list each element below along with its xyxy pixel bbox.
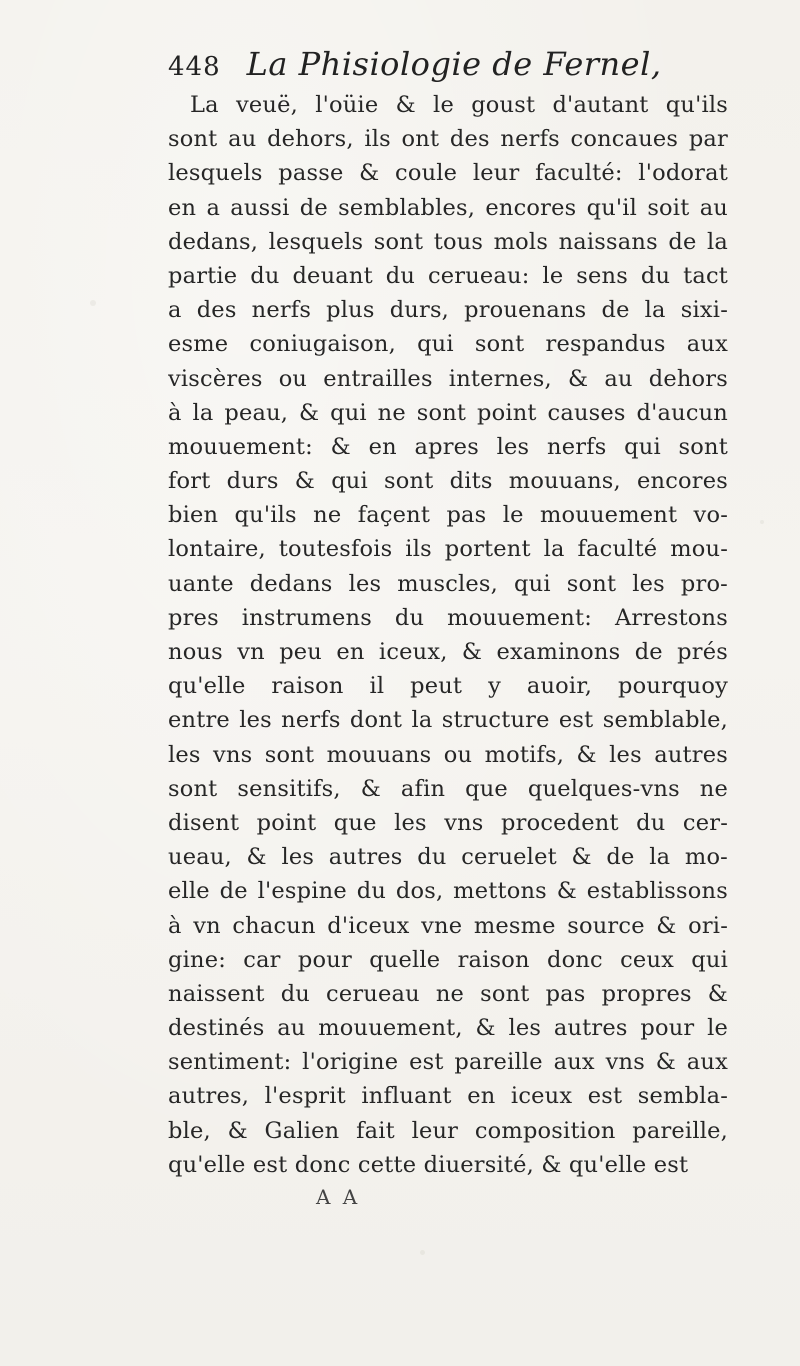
running-title: La Phisiologie de Fernel, (246, 45, 662, 83)
running-head (168, 40, 728, 88)
text-line: ueau, & les autres du ceruelet & de la mo- (168, 844, 728, 871)
text-line: en a aussi de semblables, encores qu'il soit au (168, 194, 728, 221)
paper-speck (90, 300, 96, 306)
text-line: gine: car pour quelle raison donc ceux qui (168, 946, 728, 973)
text-line: uante dedans les muscles, qui sont les pro- (168, 570, 728, 597)
text-line: fort durs & qui sont dits mouuans, encores (168, 468, 728, 495)
text-line: à vn chacun d'iceux vne mesme source & ori- (168, 912, 728, 939)
text-block (168, 40, 728, 1216)
text-line: autres, l'esprit influant en iceux est sembla- (168, 1083, 728, 1110)
text-line: entre les nerfs dont la structure est semblable, (168, 707, 728, 734)
text-line: sont sensitifs, & afin que quelques-vns ne (168, 775, 728, 802)
text-line: dedans, lesquels sont tous mols naissans de la (168, 228, 728, 255)
signature-mark: A A (316, 1185, 361, 1209)
text-line: a des nerfs plus durs, prouenans de la sixi- (168, 297, 728, 324)
text-line: disent point que les vns procedent du cer- (168, 809, 728, 836)
text-line: sentiment: l'origine est pareille aux vns & aux (168, 1049, 728, 1076)
text-line: elle de l'espine du dos, mettons & establissons (168, 878, 728, 905)
page-number: 448 (168, 52, 221, 82)
text-line: ble, & Galien fait leur composition pareille, (168, 1117, 728, 1144)
text-line: qu'elle raison il peut y auoir, pourquoy (168, 673, 728, 700)
paper-speck (420, 1250, 425, 1255)
text-line: mouuement: & en apres les nerfs qui sont (168, 433, 728, 460)
text-line: nous vn peu en iceux, & examinons de prés (168, 639, 728, 665)
text-line: bien qu'ils ne façent pas le mouuement vo- (168, 502, 728, 529)
text-line: viscères ou entrailles internes, & au dehors (168, 365, 728, 392)
text-line: à la peau, & qui ne sont point causes d'aucun (168, 399, 728, 426)
text-line: les vns sont mouuans ou motifs, & les autres (168, 741, 728, 768)
text-line: partie du deuant du cerueau: le sens du tact (168, 262, 728, 289)
text-line: qu'elle est donc cette diuersité, & qu'elle est (168, 1151, 689, 1178)
text-line: naissent du cerueau ne sont pas propres & (168, 980, 728, 1007)
text-line: lontaire, toutesfois ils portent la faculté mou- (168, 536, 728, 563)
text-line: lesquels passe & coule leur faculté: l'odorat (168, 160, 728, 187)
paper-speck (760, 520, 764, 524)
text-line: La veuë, l'oüie & le goust d'autant qu'ils (190, 92, 728, 118)
text-line: esme coniugaison, qui sont respandus aux (168, 331, 728, 358)
text-line: destinés au mouuement, & les autres pour le (168, 1015, 728, 1042)
text-line: sont au dehors, ils ont des nerfs concaues par (168, 126, 728, 153)
text-line: pres instrumens du mouuement: Arrestons (168, 604, 728, 631)
